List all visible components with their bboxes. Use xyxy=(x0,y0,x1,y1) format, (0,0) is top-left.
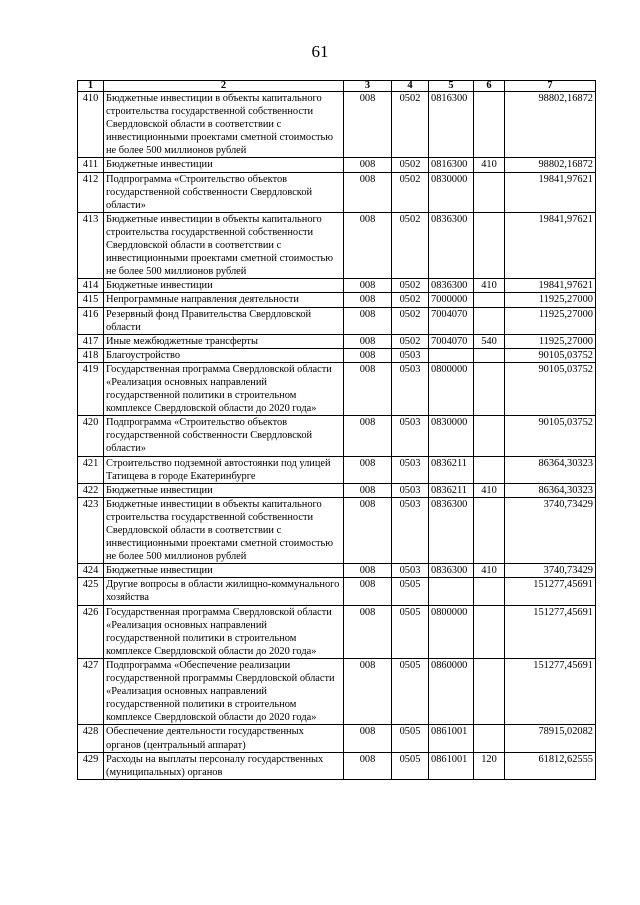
header-col-7: 7 xyxy=(505,81,596,92)
amount: 3740,73429 xyxy=(505,497,596,563)
ministry-code: 008 xyxy=(344,725,392,752)
header-col-4: 4 xyxy=(392,81,429,92)
table-row xyxy=(78,416,596,456)
table-body xyxy=(78,92,596,780)
row-number: 412 xyxy=(78,172,104,212)
ministry-code: 008 xyxy=(344,605,392,658)
target-code: 0816300 xyxy=(429,158,474,172)
item-name: Государственная программа Свердловской области «Реализация основных направлений государственной политики в строительном комплексе Свердловской области до 2020 года» xyxy=(104,605,344,658)
ministry-code: 008 xyxy=(344,334,392,348)
target-code: 0836211 xyxy=(429,456,474,483)
item-name: Бюджетные инвестиции в объекты капитального строительства государственной собственности Свердловской области в соответствии с инвестиционными проектами сметной стоимостью не более 500 миллионов рублей xyxy=(104,212,344,278)
expense-type-code xyxy=(474,348,505,362)
amount: 86364,30323 xyxy=(505,456,596,483)
expense-type-code xyxy=(474,293,505,307)
target-code: 0860000 xyxy=(429,658,474,724)
expense-type-code xyxy=(474,605,505,658)
header-row xyxy=(78,81,596,92)
item-name: Бюджетные инвестиции xyxy=(104,158,344,172)
ministry-code: 008 xyxy=(344,456,392,483)
target-code: 7000000 xyxy=(429,293,474,307)
ministry-code: 008 xyxy=(344,293,392,307)
item-name: Строительство подземной автостоянки под улицей Татищева в городе Екатеринбурге xyxy=(104,456,344,483)
section-code: 0503 xyxy=(392,497,429,563)
table-row xyxy=(78,279,596,293)
expense-type-code: 120 xyxy=(474,752,505,779)
target-code: 0830000 xyxy=(429,416,474,456)
ministry-code: 008 xyxy=(344,172,392,212)
target-code: 0800000 xyxy=(429,362,474,415)
amount: 151277,45691 xyxy=(505,658,596,724)
row-number: 428 xyxy=(78,725,104,752)
expense-type-code: 540 xyxy=(474,334,505,348)
table-row xyxy=(78,212,596,278)
expense-type-code xyxy=(474,658,505,724)
table-row xyxy=(78,158,596,172)
table-row xyxy=(78,497,596,563)
ministry-code: 008 xyxy=(344,92,392,158)
ministry-code: 008 xyxy=(344,752,392,779)
item-name: Подпрограмма «Обеспечение реализации государственной программы Свердловской области «Реализация основных направлений государственной политики в строительном комплексе Свердловской области до 2020 года» xyxy=(104,658,344,724)
section-code: 0502 xyxy=(392,172,429,212)
expense-type-code: 410 xyxy=(474,483,505,497)
amount: 90105,03752 xyxy=(505,362,596,415)
section-code: 0502 xyxy=(392,279,429,293)
amount: 90105,03752 xyxy=(505,348,596,362)
item-name: Непрограммные направления деятельности xyxy=(104,293,344,307)
table-row xyxy=(78,725,596,752)
budget-table xyxy=(77,80,596,780)
section-code: 0505 xyxy=(392,658,429,724)
item-name: Резервный фонд Правительства Свердловской области xyxy=(104,307,344,334)
header-col-1: 1 xyxy=(78,81,104,92)
amount: 19841,97621 xyxy=(505,212,596,278)
table-row xyxy=(78,293,596,307)
item-name: Бюджетные инвестиции в объекты капитального строительства государственной собственности Свердловской области в соответствии с инвестиционными проектами сметной стоимостью не более 500 миллионов рублей xyxy=(104,92,344,158)
expense-type-code xyxy=(474,172,505,212)
ministry-code: 008 xyxy=(344,212,392,278)
expense-type-code xyxy=(474,578,505,605)
target-code: 0836300 xyxy=(429,212,474,278)
ministry-code: 008 xyxy=(344,658,392,724)
expense-type-code: 410 xyxy=(474,564,505,578)
amount: 11925,27000 xyxy=(505,334,596,348)
ministry-code: 008 xyxy=(344,416,392,456)
amount: 19841,97621 xyxy=(505,279,596,293)
ministry-code: 008 xyxy=(344,307,392,334)
target-code xyxy=(429,578,474,605)
section-code: 0505 xyxy=(392,725,429,752)
section-code: 0503 xyxy=(392,483,429,497)
table-row xyxy=(78,334,596,348)
expense-type-code xyxy=(474,497,505,563)
row-number: 426 xyxy=(78,605,104,658)
row-number: 418 xyxy=(78,348,104,362)
ministry-code: 008 xyxy=(344,578,392,605)
section-code: 0502 xyxy=(392,158,429,172)
section-code: 0505 xyxy=(392,605,429,658)
table-row xyxy=(78,307,596,334)
page-number: 61 xyxy=(311,42,329,61)
table-row xyxy=(78,658,596,724)
row-number: 417 xyxy=(78,334,104,348)
section-code: 0503 xyxy=(392,456,429,483)
item-name: Благоустройство xyxy=(104,348,344,362)
amount: 151277,45691 xyxy=(505,605,596,658)
ministry-code: 008 xyxy=(344,497,392,563)
row-number: 425 xyxy=(78,578,104,605)
amount: 19841,97621 xyxy=(505,172,596,212)
section-code: 0503 xyxy=(392,348,429,362)
header-col-5: 5 xyxy=(429,81,474,92)
ministry-code: 008 xyxy=(344,564,392,578)
row-number: 411 xyxy=(78,158,104,172)
item-name: Обеспечение деятельности государственных органов (центральный аппарат) xyxy=(104,725,344,752)
target-code: 0861001 xyxy=(429,725,474,752)
expense-type-code xyxy=(474,416,505,456)
amount: 98802,16872 xyxy=(505,158,596,172)
section-code: 0502 xyxy=(392,212,429,278)
target-code: 7004070 xyxy=(429,334,474,348)
row-number: 424 xyxy=(78,564,104,578)
table-row xyxy=(78,456,596,483)
target-code: 0836300 xyxy=(429,497,474,563)
ministry-code: 008 xyxy=(344,279,392,293)
item-name: Государственная программа Свердловской области «Реализация основных направлений государственной политики в строительном комплексе Свердловской области до 2020 года» xyxy=(104,362,344,415)
ministry-code: 008 xyxy=(344,362,392,415)
section-code: 0505 xyxy=(392,752,429,779)
section-code: 0502 xyxy=(392,307,429,334)
section-code: 0503 xyxy=(392,564,429,578)
row-number: 413 xyxy=(78,212,104,278)
row-number: 421 xyxy=(78,456,104,483)
target-code xyxy=(429,348,474,362)
amount: 98802,16872 xyxy=(505,92,596,158)
section-code: 0503 xyxy=(392,416,429,456)
target-code: 0816300 xyxy=(429,92,474,158)
target-code: 0836300 xyxy=(429,279,474,293)
table-row xyxy=(78,605,596,658)
header-col-6: 6 xyxy=(474,81,505,92)
item-name: Расходы на выплаты персоналу государственных (муниципальных) органов xyxy=(104,752,344,779)
row-number: 419 xyxy=(78,362,104,415)
item-name: Бюджетные инвестиции xyxy=(104,279,344,293)
row-number: 427 xyxy=(78,658,104,724)
target-code: 0836300 xyxy=(429,564,474,578)
target-code: 0861001 xyxy=(429,752,474,779)
table-row xyxy=(78,92,596,158)
row-number: 423 xyxy=(78,497,104,563)
row-number: 410 xyxy=(78,92,104,158)
table-row xyxy=(78,362,596,415)
ministry-code: 008 xyxy=(344,483,392,497)
expense-type-code xyxy=(474,92,505,158)
amount: 86364,30323 xyxy=(505,483,596,497)
amount: 151277,45691 xyxy=(505,578,596,605)
target-code: 0836211 xyxy=(429,483,474,497)
table-row xyxy=(78,564,596,578)
item-name: Иные межбюджетные трансферты xyxy=(104,334,344,348)
row-number: 422 xyxy=(78,483,104,497)
item-name: Подпрограмма «Строительство объектов государственной собственности Свердловской области» xyxy=(104,416,344,456)
row-number: 420 xyxy=(78,416,104,456)
item-name: Бюджетные инвестиции в объекты капитального строительства государственной собственности Свердловской области в соответствии с инвестиционными проектами сметной стоимостью не более 500 миллионов рублей xyxy=(104,497,344,563)
expense-type-code xyxy=(474,725,505,752)
target-code: 0800000 xyxy=(429,605,474,658)
ministry-code: 008 xyxy=(344,158,392,172)
row-number: 414 xyxy=(78,279,104,293)
header-col-3: 3 xyxy=(344,81,392,92)
expense-type-code: 410 xyxy=(474,279,505,293)
expense-type-code xyxy=(474,212,505,278)
amount: 90105,03752 xyxy=(505,416,596,456)
section-code: 0502 xyxy=(392,334,429,348)
table-row xyxy=(78,752,596,779)
row-number: 415 xyxy=(78,293,104,307)
section-code: 0502 xyxy=(392,293,429,307)
section-code: 0505 xyxy=(392,578,429,605)
section-code: 0502 xyxy=(392,92,429,158)
row-number: 416 xyxy=(78,307,104,334)
expense-type-code xyxy=(474,456,505,483)
item-name: Другие вопросы в области жилищно-коммунального хозяйства xyxy=(104,578,344,605)
expense-type-code xyxy=(474,307,505,334)
row-number: 429 xyxy=(78,752,104,779)
item-name: Бюджетные инвестиции xyxy=(104,564,344,578)
amount: 78915,02082 xyxy=(505,725,596,752)
header-col-2: 2 xyxy=(104,81,344,92)
item-name: Бюджетные инвестиции xyxy=(104,483,344,497)
amount: 11925,27000 xyxy=(505,293,596,307)
expense-type-code xyxy=(474,362,505,415)
table-row xyxy=(78,483,596,497)
amount: 61812,62555 xyxy=(505,752,596,779)
table-row xyxy=(78,578,596,605)
expense-type-code: 410 xyxy=(474,158,505,172)
table-row xyxy=(78,172,596,212)
table-row xyxy=(78,348,596,362)
target-code: 7004070 xyxy=(429,307,474,334)
amount: 3740,73429 xyxy=(505,564,596,578)
target-code: 0830000 xyxy=(429,172,474,212)
section-code: 0503 xyxy=(392,362,429,415)
amount: 11925,27000 xyxy=(505,307,596,334)
ministry-code: 008 xyxy=(344,348,392,362)
item-name: Подпрограмма «Строительство объектов государственной собственности Свердловской области» xyxy=(104,172,344,212)
